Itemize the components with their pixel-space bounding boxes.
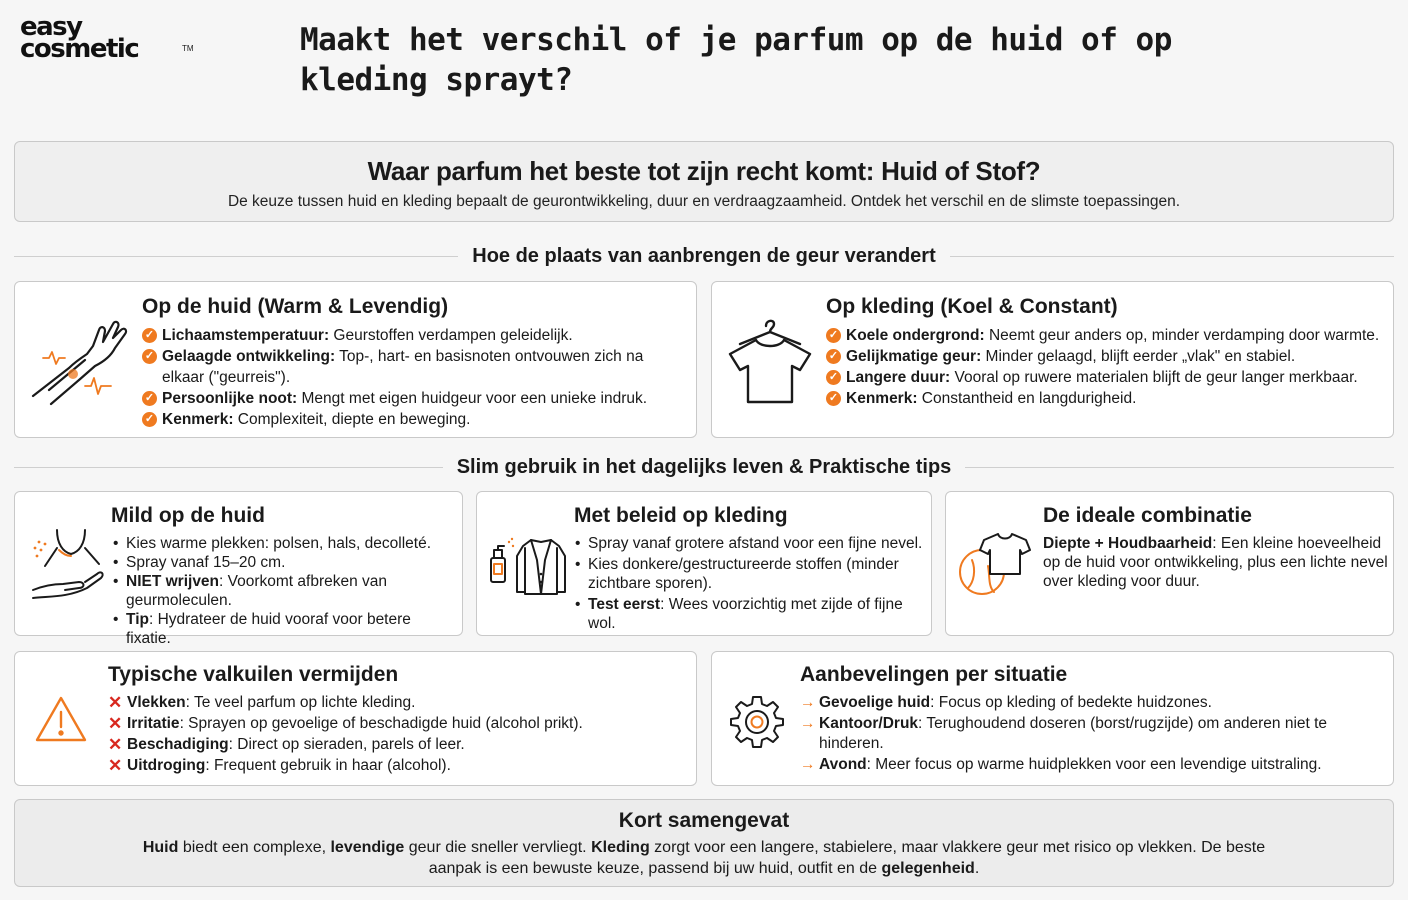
arrow-right-icon: → <box>800 694 816 711</box>
list-item: • Tip: Hydrateer de huid vooraf voor betere fixatie. <box>113 610 453 648</box>
combo-card <box>945 491 1394 636</box>
section-divider-2 <box>14 455 1394 479</box>
list-item: • Kies warme plekken: polsen, hals, decolleté. <box>113 534 453 553</box>
bottle-jacket-icon <box>487 536 567 598</box>
summary-title: Kort samengevat <box>618 809 790 832</box>
shirt-hanger-icon <box>726 314 814 406</box>
list-item: ✕ Vlekken: Te veel parfum op lichte kleding. <box>108 693 416 712</box>
mild-card-title: Mild op de huid <box>111 504 265 527</box>
check-icon: ✓ <box>142 412 157 427</box>
hero-subtitle: De keuze tussen huid en kleding bepaalt de geurontwikkeling, duur en verdraagzaamheid. Ontdek het verschil en de slimste toepassingen. <box>227 193 1181 210</box>
cloth-card <box>711 281 1394 438</box>
page-title: Maakt het verschil of je parfum op de huid of op kleding sprayt? <box>300 22 1172 98</box>
list-item: ✕ Irritatie: Sprayen op gevoelige of beschadigde huid (alcohol prikt). <box>108 714 583 733</box>
check-icon: ✓ <box>142 349 157 364</box>
shirt-body-icon <box>958 530 1034 600</box>
list-item: → Gevoelige huid: Focus op kleding of bedekte huidzones. <box>800 694 1212 711</box>
list-item: ✓ Kenmerk: Complexiteit, diepte en beweging. <box>142 409 682 430</box>
mild-card <box>14 491 463 647</box>
list-item: ✓ Gelaagde ontwikkeling: Top-, hart- en basisnoten ontvouwen zich na elkaar ("geurreis"). <box>142 346 682 388</box>
check-icon: ✓ <box>826 391 841 406</box>
advice-card-list <box>800 693 1360 776</box>
combo-card-text: Diepte + Houdbaarheid: Een kleine hoeveelheid op de huid voor ontwikkeling, plus een lichte nevel over kleding voor duur. <box>1043 535 1388 590</box>
check-icon: ✓ <box>826 328 841 343</box>
skin-card-list <box>142 325 682 430</box>
brand-tm: TM <box>182 44 194 53</box>
section-heading-2: Slim gebruik in het dagelijks leven & Praktische tips <box>443 455 966 479</box>
list-item: ✕ Uitdroging: Frequent gebruik in haar (alcohol). <box>108 756 451 775</box>
list-item: ✓ Lichaamstemperatuur: Geurstoffen verdampen geleidelijk. <box>142 325 682 346</box>
list-item: ✓ Koele ondergrond: Neemt geur anders op, minder verdamping door warmte. <box>826 325 1381 346</box>
gear-icon <box>730 694 784 748</box>
skin-card-title: Op de huid (Warm & Levendig) <box>142 295 449 318</box>
combo-card-title: De ideale combinatie <box>1043 504 1252 527</box>
skin-card <box>14 281 697 438</box>
clothing-card <box>476 491 932 636</box>
clothing-card-title: Met beleid op kleding <box>574 504 788 527</box>
list-item: • Spray vanaf 15–20 cm. <box>113 553 453 572</box>
neck-hand-spray-icon <box>27 526 107 602</box>
check-icon: ✓ <box>142 391 157 406</box>
brand-logo <box>20 12 194 72</box>
cross-icon: ✕ <box>108 756 123 775</box>
list-item: • Test eerst: Wees voorzichtig met zijde of fijne wol. <box>575 595 925 633</box>
list-item: • Kies donkere/gestructureerde stoffen (minder zichtbare sporen). <box>575 555 925 593</box>
cross-icon: ✕ <box>108 693 123 712</box>
list-item: • NIET wrijven: Voorkomt afbreken van geurmoleculen. <box>113 572 453 610</box>
check-icon: ✓ <box>826 349 841 364</box>
hero-title: Waar parfum het beste tot zijn recht komt: Huid of Stof? <box>367 156 1041 186</box>
list-item: → Avond: Meer focus op warme huidplekken voor een levendige uitstraling. <box>800 756 1322 773</box>
pitfalls-card-title: Typische valkuilen vermijden <box>108 663 399 686</box>
summary-panel <box>14 799 1394 887</box>
arrow-right-icon: → <box>800 715 816 732</box>
arrow-right-icon: → <box>800 756 816 773</box>
cross-icon: ✕ <box>108 714 123 733</box>
list-item: ✓ Kenmerk: Constantheid en langdurigheid. <box>826 388 1381 409</box>
advice-card-title: Aanbevelingen per situatie <box>800 663 1068 686</box>
list-item: ✓ Persoonlijke noot: Mengt met eigen huidgeur voor een unieke indruk. <box>142 388 682 409</box>
check-icon: ✓ <box>826 370 841 385</box>
mild-card-list <box>113 534 453 648</box>
section-divider-1 <box>14 244 1394 268</box>
check-icon: ✓ <box>142 328 157 343</box>
pitfalls-card-list <box>108 692 688 776</box>
cross-icon: ✕ <box>108 735 123 754</box>
pitfalls-card <box>14 651 697 786</box>
list-item: ✓ Langere duur: Vooral op ruwere materialen blijft de geur langer merkbaar. <box>826 367 1381 388</box>
brand-line2: cosmetic <box>20 34 139 64</box>
hero-panel <box>14 141 1394 222</box>
brand-line1: easy <box>20 12 82 42</box>
advice-card <box>711 651 1394 786</box>
arm-pulse-icon <box>29 316 129 406</box>
list-item: • Spray vanaf grotere afstand voor een fijne nevel. <box>575 534 925 553</box>
warning-icon <box>34 695 88 743</box>
list-item: → Kantoor/Druk: Terughoudend doseren (borst/rugzijde) om anderen niet te hinderen. <box>800 715 1328 752</box>
summary-text: Huid biedt een complexe, levendige geur die sneller vervliegt. Kleding zorgt voor een langere, stabielere, maar vlakkere geur met risico op vlekken. De beste aanpak is een bewuste keuze, passend bij uw huid, outfit en de gelegenheid. <box>142 839 1266 877</box>
section-heading-1: Hoe de plaats van aanbrengen de geur verandert <box>458 244 949 268</box>
cloth-card-title: Op kleding (Koel & Constant) <box>826 295 1118 318</box>
list-item: ✓ Gelijkmatige geur: Minder gelaagd, blijft eerder „vlak" en stabiel. <box>826 346 1381 367</box>
list-item: ✕ Beschadiging: Direct op sieraden, parels of leer. <box>108 735 465 754</box>
cloth-card-list <box>826 325 1381 409</box>
clothing-card-list <box>575 534 925 633</box>
